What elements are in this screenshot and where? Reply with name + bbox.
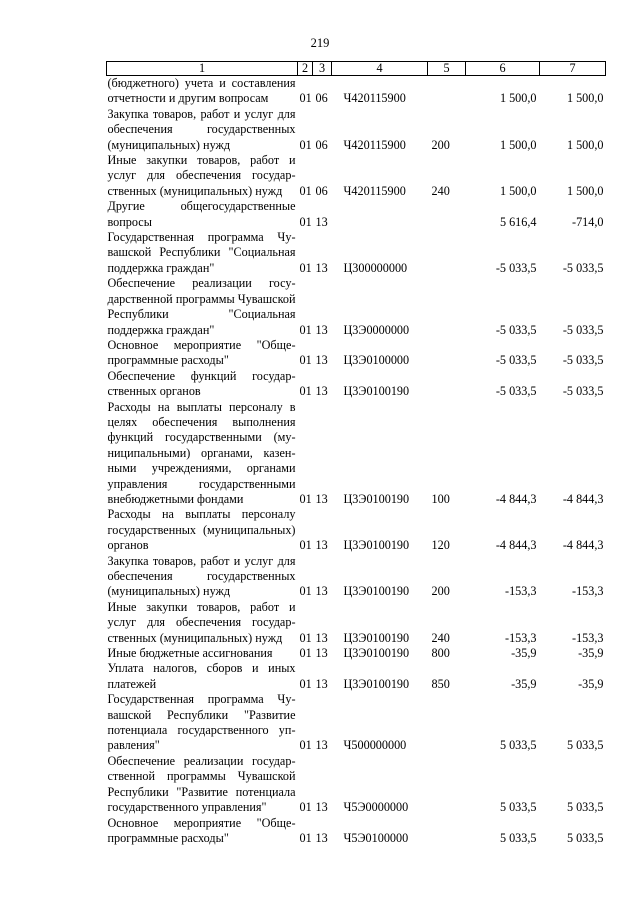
amount-col7: -35,9 xyxy=(578,646,604,661)
target-article-code: Ч420115900 xyxy=(343,137,406,152)
amount-col6: -5 033,5 xyxy=(495,322,537,337)
table-row xyxy=(107,369,606,400)
subsection-code: 13 xyxy=(315,630,328,645)
section-code: 01 xyxy=(299,646,312,661)
row-name: Основное мероприятие "Общепрограммные расходы" xyxy=(107,815,296,845)
subsection-code: 13 xyxy=(315,322,328,337)
table-row xyxy=(107,507,606,553)
subsection-code: 13 xyxy=(315,676,328,691)
target-article-code: Ц3Э0100190 xyxy=(343,384,410,399)
table-row xyxy=(107,600,606,646)
amount-col6: -35,9 xyxy=(511,646,537,661)
target-article-code xyxy=(332,199,428,230)
amount-col7: -5 033,5 xyxy=(562,260,604,275)
section-code: 01 xyxy=(299,260,312,275)
header-row xyxy=(107,62,606,76)
amount-col7: 1 500,0 xyxy=(566,91,604,106)
row-name: Обеспечение функций государственных органов xyxy=(107,368,296,399)
subsection-code: 13 xyxy=(315,646,328,661)
section-code: 01 xyxy=(299,137,312,152)
expense-type-code: 100 xyxy=(431,491,450,506)
subsection-code: 06 xyxy=(315,91,328,106)
row-name: Обеспечение реализации государственной программы Чувашской Республики "Развитие потенциала государственного управления" xyxy=(107,753,296,815)
column-header: 2 xyxy=(298,62,313,76)
expense-type-code xyxy=(428,816,466,847)
table-row xyxy=(107,338,606,369)
subsection-code: 06 xyxy=(315,137,328,152)
row-name: Государственная программа Чувашской Республики "Социальная поддержка граждан" xyxy=(107,230,296,275)
expense-type-code xyxy=(428,692,466,754)
column-header: 3 xyxy=(313,62,332,76)
section-code: 01 xyxy=(299,214,312,229)
amount-col6: 1 500,0 xyxy=(499,91,537,106)
amount-col6: 5 033,5 xyxy=(499,830,537,845)
section-code: 01 xyxy=(299,800,312,815)
amount-col7: 5 033,5 xyxy=(566,830,604,845)
target-article-code: Ч500000000 xyxy=(343,738,407,753)
table-row xyxy=(107,554,606,600)
column-header: 1 xyxy=(107,62,298,76)
row-name: Расходы на выплаты персоналу государственных (муниципальных) органов xyxy=(107,507,296,553)
target-article-code: Ц3Э0100190 xyxy=(343,538,410,553)
target-article-code: Ц3Э0100190 xyxy=(343,676,410,691)
row-name: Иные закупки товаров, работ и услуг для обеспечения государственных (муниципальных) нужд xyxy=(107,153,296,198)
amount-col6: 1 500,0 xyxy=(499,183,537,198)
section-code: 01 xyxy=(299,183,312,198)
table-row xyxy=(107,230,606,276)
target-article-code: Ц3Э0100000 xyxy=(343,353,410,368)
row-name: Другие общегосударственные вопросы xyxy=(107,199,296,229)
row-name: Закупка товаров, работ и услуг для обеспечения государственных (муниципальных) нужд xyxy=(107,106,296,152)
table-row xyxy=(107,199,606,230)
subsection-code: 06 xyxy=(315,183,328,198)
section-code: 01 xyxy=(299,630,312,645)
table-row xyxy=(107,400,606,508)
row-name: Иные бюджетные ассигнования xyxy=(107,646,273,661)
table-row xyxy=(107,661,606,692)
target-article-code: Ц300000000 xyxy=(343,260,408,275)
amount-col7: 5 033,5 xyxy=(566,738,604,753)
table-row xyxy=(107,646,606,661)
amount-col6: -5 033,5 xyxy=(495,260,537,275)
amount-col6: -153,3 xyxy=(505,584,537,599)
amount-col6: -4 844,3 xyxy=(495,491,537,506)
target-article-code: Ц3Э0000000 xyxy=(343,322,410,337)
target-article-code: Ч420115900 xyxy=(343,91,406,106)
subsection-code: 13 xyxy=(315,830,328,845)
expense-type-code: 200 xyxy=(431,584,450,599)
section-code: 01 xyxy=(299,322,312,337)
amount-col7: -5 033,5 xyxy=(562,353,604,368)
amount-col6: -5 033,5 xyxy=(495,353,537,368)
target-article-code: Ц3Э0100190 xyxy=(343,584,410,599)
amount-col6: 5 616,4 xyxy=(499,214,537,229)
target-article-code: Ч5Э0000000 xyxy=(343,800,409,815)
page-number: 219 xyxy=(310,36,330,50)
amount-col6: 5 033,5 xyxy=(499,800,537,815)
expense-type-code xyxy=(428,276,466,338)
amount-col6: -153,3 xyxy=(505,630,537,645)
section-code: 01 xyxy=(299,830,312,845)
row-name: Расходы на выплаты персоналу в целях обеспечения выполнения функций государственными (муниципальными) органами, казенными учреждениями, органами управления государственными внебюджетными фондами xyxy=(107,399,296,506)
subsection-code: 13 xyxy=(315,214,328,229)
subsection-code: 13 xyxy=(315,384,328,399)
row-name: Основное мероприятие "Общепрограммные расходы" xyxy=(107,337,296,368)
table-row xyxy=(107,153,606,199)
subsection-code: 13 xyxy=(315,260,328,275)
section-code: 01 xyxy=(299,738,312,753)
table-row xyxy=(107,76,606,107)
amount-col7: -5 033,5 xyxy=(562,322,604,337)
expense-type-code xyxy=(428,369,466,400)
column-header: 5 xyxy=(428,62,466,76)
amount-col7: -4 844,3 xyxy=(562,491,604,506)
section-code: 01 xyxy=(299,538,312,553)
amount-col6: -35,9 xyxy=(511,676,537,691)
row-name: Обеспечение реализации государственной программы Чувашской Республики "Социальная поддержка граждан" xyxy=(107,276,296,337)
expense-type-code xyxy=(428,754,466,816)
section-code: 01 xyxy=(299,91,312,106)
table-row xyxy=(107,754,606,816)
subsection-code: 13 xyxy=(315,353,328,368)
column-header: 6 xyxy=(466,62,540,76)
expense-type-code xyxy=(428,76,466,107)
expense-type-code: 200 xyxy=(431,137,450,152)
subsection-code: 13 xyxy=(315,800,328,815)
subsection-code: 13 xyxy=(315,584,328,599)
amount-col7: -5 033,5 xyxy=(562,384,604,399)
column-header: 7 xyxy=(540,62,606,76)
row-name: Закупка товаров, работ и услуг для обеспечения государственных (муниципальных) нужд xyxy=(107,553,296,599)
row-name: Иные закупки товаров, работ и услуг для обеспечения государственных (муниципальных) нужд xyxy=(107,599,296,645)
amount-col6: 5 033,5 xyxy=(499,738,537,753)
amount-col7: 1 500,0 xyxy=(566,183,604,198)
amount-col7: -153,3 xyxy=(572,630,604,645)
section-code: 01 xyxy=(299,353,312,368)
amount-col7: 1 500,0 xyxy=(566,137,604,152)
expense-type-code: 120 xyxy=(431,538,450,553)
row-name: Уплата налогов, сборов и иных платежей xyxy=(107,661,296,691)
amount-col6: -5 033,5 xyxy=(495,384,537,399)
subsection-code: 13 xyxy=(315,738,328,753)
table-row xyxy=(107,276,606,338)
table-row xyxy=(107,692,606,754)
row-name: (бюджетного) учета и составления отчетности и другим вопросам xyxy=(107,76,296,106)
expense-type-code xyxy=(428,230,466,276)
section-code: 01 xyxy=(299,676,312,691)
target-article-code: Ц3Э0100190 xyxy=(343,491,410,506)
amount-col7: -4 844,3 xyxy=(562,538,604,553)
budget-table xyxy=(106,61,606,846)
expense-type-code xyxy=(428,199,466,230)
expense-type-code: 240 xyxy=(431,183,450,198)
amount-col7: -153,3 xyxy=(572,584,604,599)
expense-type-code: 800 xyxy=(431,646,450,661)
section-code: 01 xyxy=(299,584,312,599)
amount-col6: 1 500,0 xyxy=(499,137,537,152)
column-header: 4 xyxy=(332,62,428,76)
target-article-code: Ч5Э0100000 xyxy=(343,830,409,845)
expense-type-code: 850 xyxy=(431,676,450,691)
target-article-code: Ц3Э0100190 xyxy=(343,646,410,661)
subsection-code: 13 xyxy=(315,538,328,553)
section-code: 01 xyxy=(299,384,312,399)
table-row xyxy=(107,107,606,153)
target-article-code: Ч420115900 xyxy=(343,183,406,198)
table-body xyxy=(107,76,606,847)
section-code: 01 xyxy=(299,491,312,506)
expense-type-code xyxy=(428,338,466,369)
amount-col7: 5 033,5 xyxy=(566,800,604,815)
amount-col7: -714,0 xyxy=(572,214,604,229)
amount-col6: -4 844,3 xyxy=(495,538,537,553)
amount-col7: -35,9 xyxy=(578,676,604,691)
table-row xyxy=(107,816,606,847)
expense-type-code: 240 xyxy=(431,630,450,645)
row-name: Государственная программа Чувашской Республики "Развитие потенциала государственного управления" xyxy=(107,692,296,753)
subsection-code: 13 xyxy=(315,491,328,506)
target-article-code: Ц3Э0100190 xyxy=(343,630,410,645)
